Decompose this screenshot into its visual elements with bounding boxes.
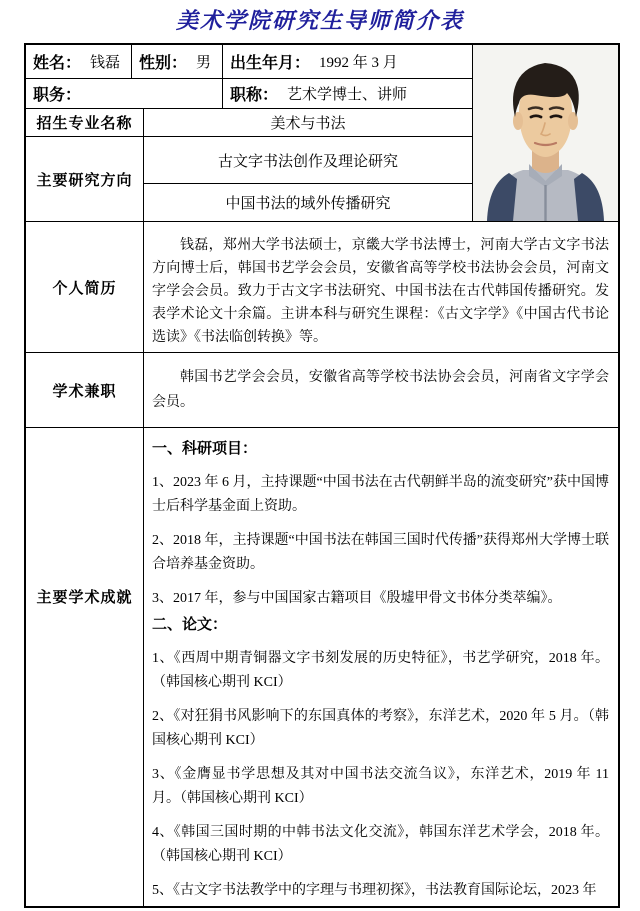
research-direction-2: 中国书法的域外传播研究: [144, 184, 472, 222]
projects-header: 一、科研项目：: [152, 440, 258, 457]
bio-label: 个人简历: [26, 222, 144, 353]
paper-item: 3、《金膺显书学思想及其对中国书法交流刍议》，东洋艺术，2019 年 11 月。（韩国核心期刊 KCI）: [152, 767, 609, 806]
achievements-content: [144, 428, 618, 903]
paper-item: 2、《对狂狷书风影响下的东国真体的考察》，东洋艺术，2020 年 5 月。（韩国核心期刊 KCI）: [152, 709, 609, 748]
name-label: 姓名：: [33, 55, 82, 72]
field-duty: [26, 79, 223, 109]
major-value: 美术与书法: [144, 109, 472, 137]
portrait-photo-illustration: [473, 45, 618, 221]
prof-title-label: 职称：: [230, 87, 279, 104]
major-label: 招生专业名称: [26, 109, 144, 137]
portrait-photo: [472, 45, 618, 222]
project-item: 3、2017 年，参与中国国家古籍项目《殷墟甲骨文书体分类萃编》。: [152, 591, 562, 606]
field-name: [26, 45, 132, 79]
field-prof-title: [223, 79, 472, 109]
field-gender: [132, 45, 223, 79]
academic-posts-label: 学术兼职: [26, 353, 144, 428]
academic-posts-text: 韩国书艺学会会员，安徽省高等学校书法协会会员，河南省文字学会会员。: [152, 370, 609, 410]
duty-label: 职务：: [33, 87, 82, 104]
achievements-label: 主要学术成就: [26, 428, 144, 906]
research-label: 主要研究方向: [26, 137, 144, 222]
gender-label: 性别：: [139, 55, 188, 72]
project-item: 2、2018 年，主持课题“中国书法在韩国三国时代传播”获得郑州大学博士联合培养基金资助。: [152, 533, 609, 572]
page-title: 美术学院研究生导师简介表: [175, 8, 464, 33]
academic-posts-cell: [144, 353, 618, 428]
research-direction-1: 古文字书法创作及理论研究: [144, 137, 472, 184]
paper-item: 1、《西周中期青铜器文字书刻发展的历史特征》，书艺学研究，2018 年。（韩国核心期刊 KCI）: [152, 651, 609, 690]
birth-value: 1992 年 3 月: [319, 55, 398, 71]
paper-item: 5、《古文字书法教学中的字理与书理初探》，书法教育国际论坛，2023 年: [152, 883, 597, 898]
bio-text: 钱磊，郑州大学书法硕士，京畿大学书法博士，河南大学古文字书法方向博士后，韩国书艺学会会员，安徽省高等学校书法协会会员，河南文字学会会员。致力于古文字书法研究、中国书法在古代韩国传播研究。发表学术论文十余篇。主讲本科与研究生课程：《古文字学》《中国古代书论选读》《书法临创转换》等。: [152, 238, 609, 345]
profile-table: [24, 43, 620, 908]
bio-cell: [144, 222, 618, 353]
name-value: 钱磊: [90, 55, 121, 71]
project-item: 1、2023 年 6 月，主持课题“中国书法在古代朝鲜半岛的流变研究”获中国博士后科学基金面上资助。: [152, 475, 609, 514]
prof-title-value: 艺术学博士、讲师: [287, 87, 408, 103]
field-birth: [223, 45, 472, 79]
achievements-cell: [144, 428, 618, 906]
paper-item: 4、《韩国三国时期的中韩书法文化交流》，韩国东洋艺术学会，2018 年。（韩国核心期刊 KCI）: [152, 825, 609, 864]
papers-header: 二、论文：: [152, 616, 228, 633]
birth-label: 出生年月：: [230, 55, 311, 72]
gender-value: 男: [196, 55, 212, 71]
